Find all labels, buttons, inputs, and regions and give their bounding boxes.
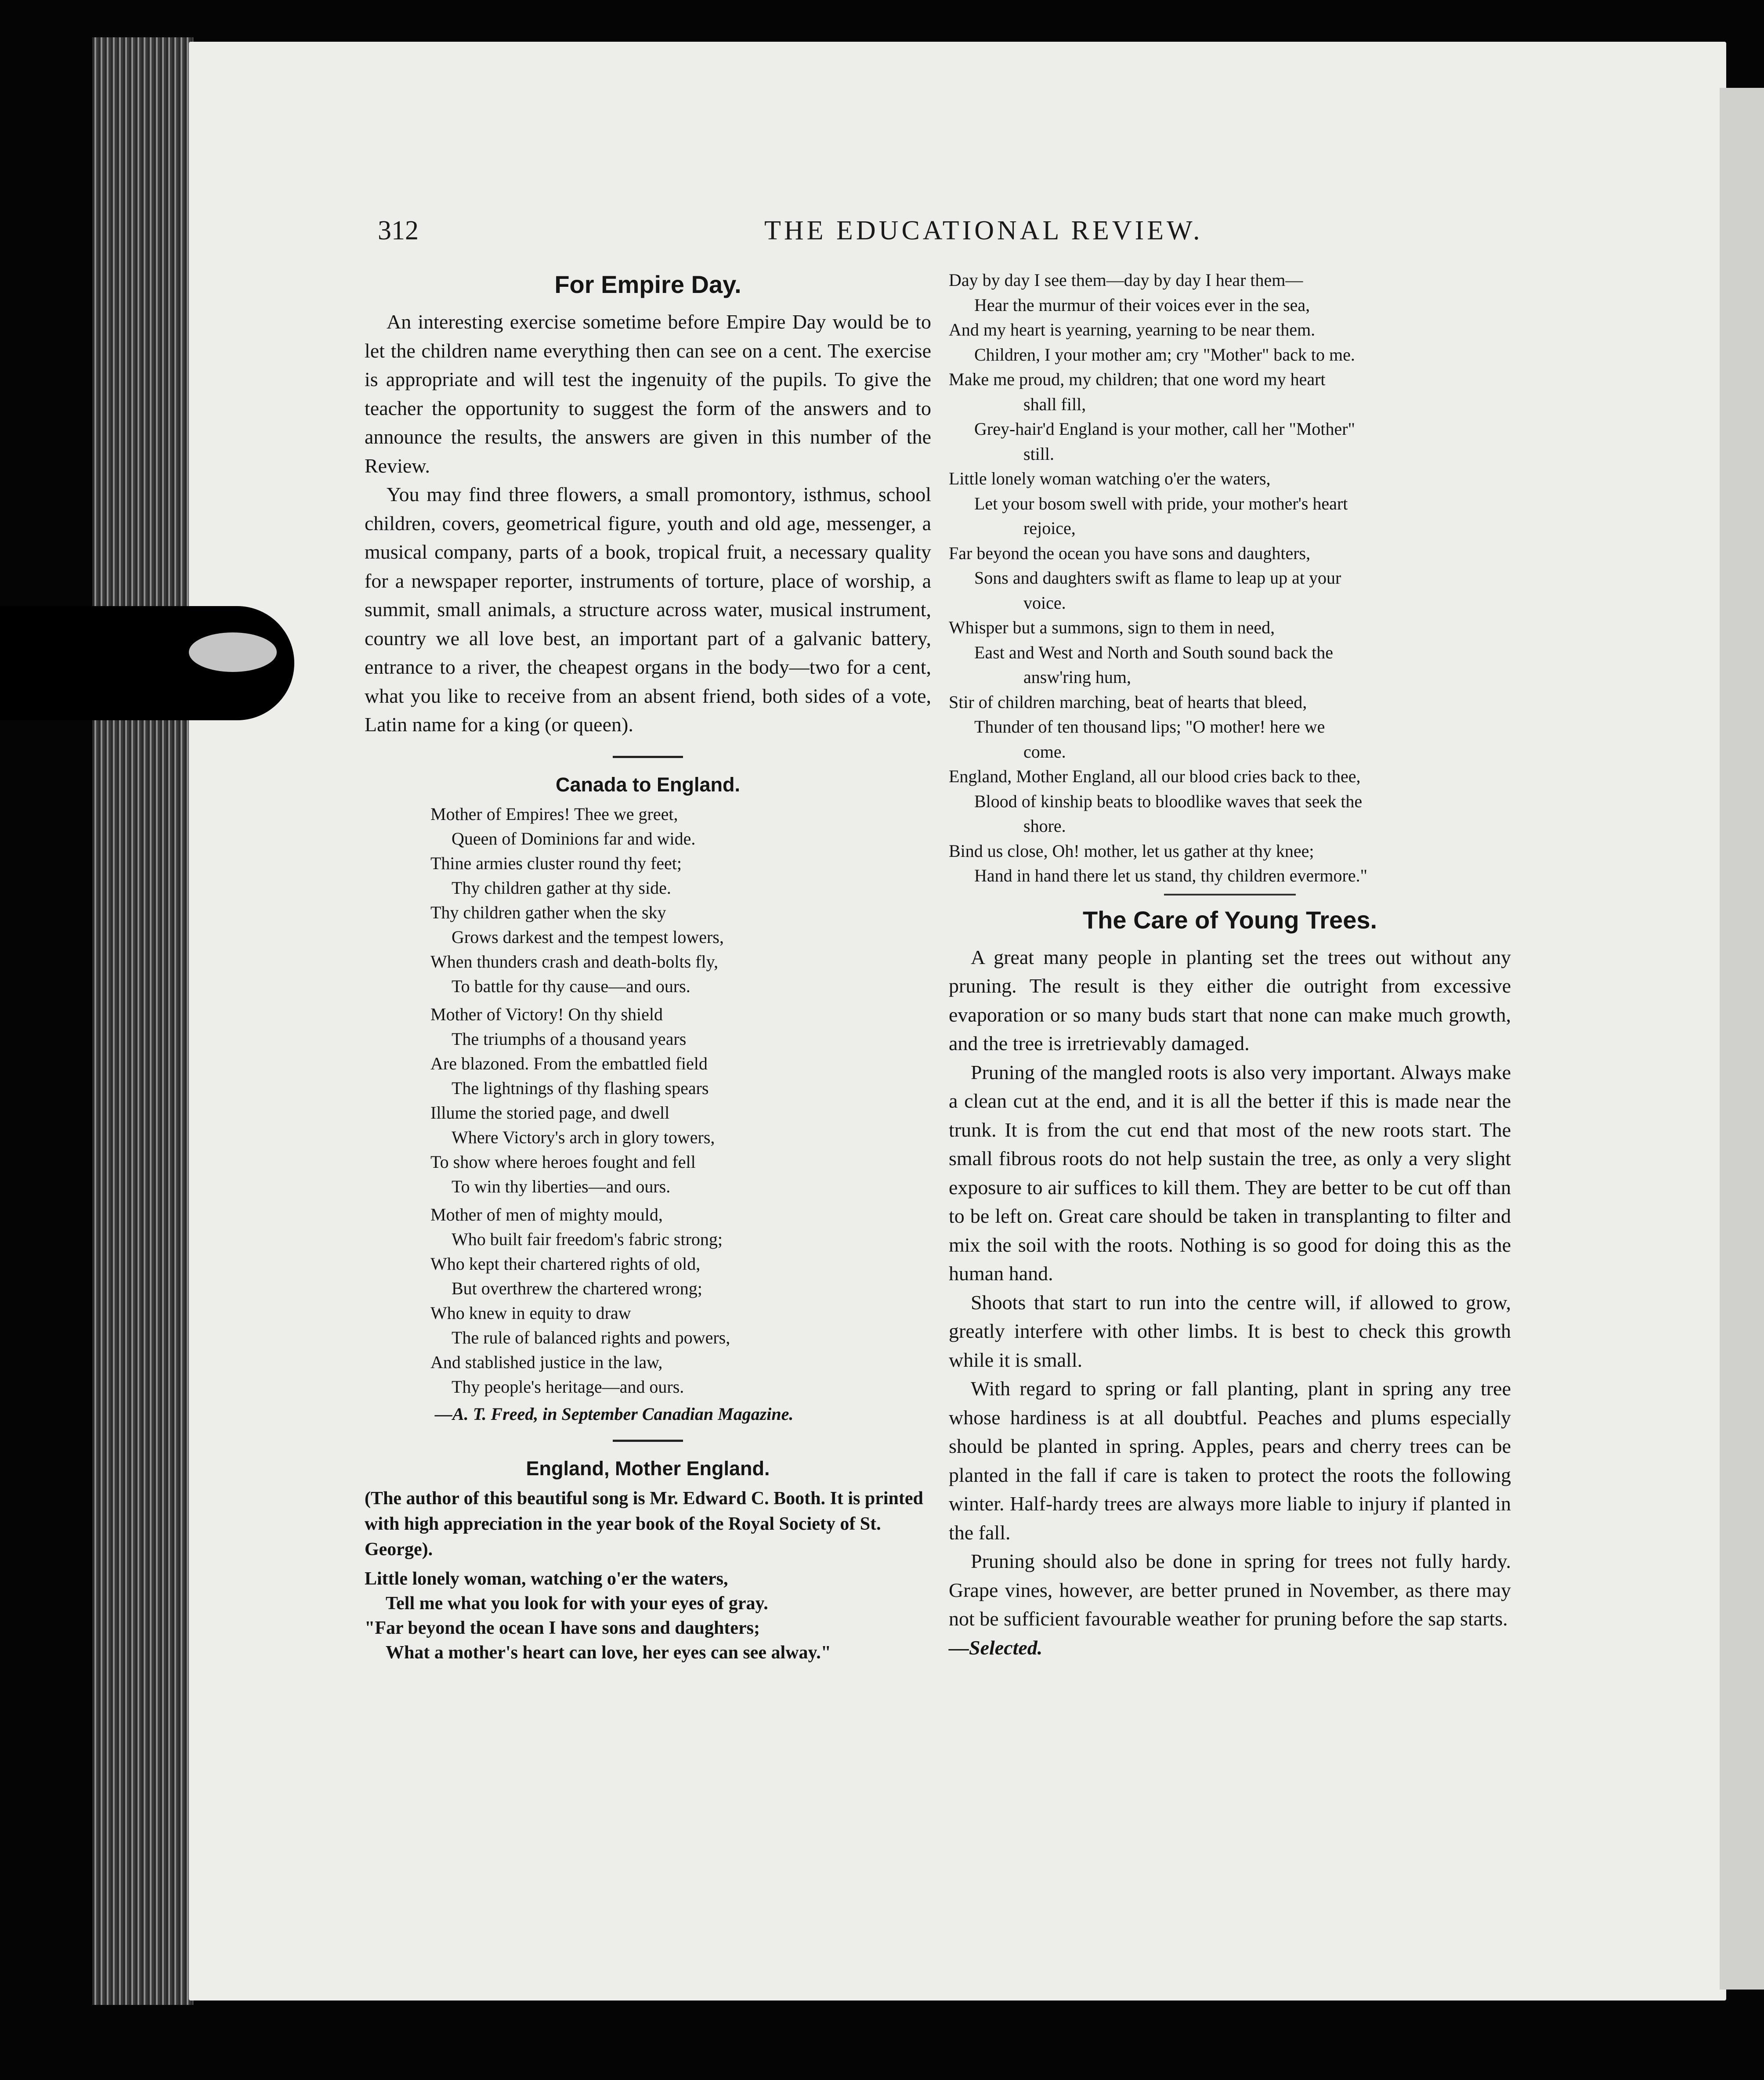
poem-line: Day by day I see them—day by day I hear them— (949, 270, 1303, 290)
poem-line: Thy people's heritage—and ours. (452, 1376, 684, 1397)
trees-title: The Care of Young Trees. (1082, 906, 1377, 934)
poem-line: Hear the murmur of their voices ever in the sea, (974, 295, 1310, 315)
poem-line: answ'ring hum, (1023, 667, 1131, 687)
empire-day-title: For Empire Day. (554, 271, 741, 298)
poem-line: Sons and daughters swift as flame to leap up at your (974, 568, 1341, 588)
section-divider (1164, 894, 1296, 896)
poem-line: "Far beyond the ocean I have sons and daughters; (365, 1618, 760, 1638)
poem-line: To win thy liberties—and ours. (452, 1176, 671, 1196)
poem-line: Queen of Dominions far and wide. (452, 828, 696, 849)
poem-line: Children, I your mother am; cry "Mother" back to me. (974, 344, 1355, 365)
poem-line: Who knew in equity to draw (430, 1303, 631, 1323)
poem-line: rejoice, (1023, 518, 1076, 538)
trees-credit: —Selected. (949, 1636, 1043, 1659)
trees-paragraph: A great many people in planting set the trees out without any pruning. The result is they either die outright from excessive evaporation or so many buds start that none can make much growth, and the tree is irretrievably damaged. (949, 946, 1511, 1054)
poem-line: The lightnings of thy flashing spears (452, 1078, 709, 1098)
england-poem-continued (949, 268, 1511, 888)
poem-line: Thunder of ten thousand lips; "O mother! here we (974, 717, 1325, 737)
poem-line: The triumphs of a thousand years (452, 1029, 687, 1049)
poem-line: Blood of kinship beats to bloodlike waves that seek the (974, 791, 1363, 811)
journal-title: THE EDUCATIONAL REVIEW. (764, 216, 1203, 246)
poem-line: To show where heroes fought and fell (430, 1152, 696, 1172)
poem-line: What a mother's heart can love, her eyes can see alway." (386, 1642, 831, 1663)
poem-line: shore. (1023, 816, 1066, 836)
poem-line: Little lonely woman, watching o'er the waters, (365, 1568, 728, 1589)
poem-line: Are blazoned. From the embattled field (430, 1053, 708, 1073)
section-divider (613, 1440, 683, 1442)
england-poem-start (365, 1567, 931, 1665)
poem-line: Where Victory's arch in glory towers, (452, 1127, 715, 1147)
page-number: 312 (378, 216, 419, 246)
poem-line: Mother of men of mighty mould, (430, 1204, 663, 1224)
poem-line: And stablished justice in the law, (430, 1352, 663, 1372)
facing-page-edge (1720, 88, 1764, 1990)
poem-line: England, Mother England, all our blood cries back to thee, (949, 766, 1361, 786)
england-poem-title: England, Mother England. (526, 1457, 770, 1480)
poem-line: And my heart is yearning, yearning to be near them. (949, 320, 1316, 339)
canada-poem-title: Canada to England. (555, 773, 741, 796)
empire-day-paragraph: An interesting exercise sometime before Empire Day would be to let the children name everything then can see on a cent. The exercise is appropriate and will test the ingenuity of the pupils. To give the teacher the opportunity to suggest the form of the answers and to announce the results, the answers are given in this number of the Review. (365, 311, 931, 477)
poem-line: When thunders crash and death-bolts fly, (430, 951, 718, 971)
trees-paragraph: With regard to spring or fall planting, plant in spring any tree whose hardiness is at all doubtful. Peaches and plums especially should be planted in spring. Apples, pears and cherry trees can be planted in the fall if care is taken to protect the roots the following winter. Half-hardy trees are always more liable to injury if planted in the fall. (949, 1377, 1511, 1544)
poem-line: Thy children gather when the sky (430, 902, 666, 922)
poem-line: The rule of balanced rights and powers, (452, 1327, 730, 1347)
canada-poem (430, 802, 931, 1399)
poem-line: Stir of children marching, beat of hearts that bleed, (949, 692, 1307, 712)
poem-line: Thy children gather at thy side. (452, 878, 671, 898)
poem-line: shall fill, (1023, 394, 1086, 414)
page-edges (92, 37, 193, 2005)
poem-line: Bind us close, Oh! mother, let us gather at thy knee; (949, 841, 1314, 861)
empire-day-paragraph: You may find three flowers, a small promontory, isthmus, school children, covers, geometrical figure, youth and old age, messenger, a musical company, parts of a book, tropical fruit, a necessary quality for a newspaper reporter, instruments of torture, place of worship, a summit, small animals, a structure across water, musical instrument, country we all love best, an important part of a galvanic battery, entrance to a river, the cheapest organs in the body—two for a cent, what you like to receive from an absent friend, both sides of a vote, Latin name for a king (or queen). (365, 483, 931, 736)
poem-line: Grey-hair'd England is your mother, call her "Mother" (974, 419, 1355, 439)
poem-line: Illume the storied page, and dwell (430, 1102, 670, 1123)
poem-line: Who kept their chartered rights of old, (430, 1253, 701, 1274)
poem-line: Whisper but a summons, sign to them in need, (949, 618, 1275, 637)
england-poem-note: (The author of this beautiful song is Mr. Edward C. Booth. It is printed with high appreciation in the year book of the Royal Society of St. George). (365, 1488, 923, 1560)
poem-line: Tell me what you look for with your eyes of gray. (386, 1593, 768, 1614)
poem-line: Thine armies cluster round thy feet; (430, 853, 682, 873)
poem-line: East and West and North and South sound back the (974, 642, 1334, 662)
poem-line: voice. (1023, 592, 1066, 613)
poem-line: still. (1023, 444, 1055, 464)
poem-line: Make me proud, my children; that one word my heart (949, 369, 1326, 389)
poem-attribution: —A. T. Freed, in September Canadian Magazine. (435, 1404, 794, 1424)
poem-line: Little lonely woman watching o'er the waters, (949, 469, 1271, 488)
poem-line: Mother of Empires! Thee we greet, (430, 804, 678, 824)
thumbnail-highlight (189, 632, 277, 672)
poem-line: Grows darkest and the tempest lowers, (452, 927, 724, 947)
poem-line: Let your bosom swell with pride, your mother's heart (974, 493, 1348, 513)
poem-line: come. (1023, 741, 1066, 762)
trees-paragraph: Shoots that start to run into the centre will, if allowed to grow, greatly interfere with other limbs. It is best to check this growth while it is small. (949, 1291, 1511, 1371)
poem-line: But overthrew the chartered wrong; (452, 1278, 702, 1298)
poem-line: Far beyond the ocean you have sons and daughters, (949, 543, 1311, 563)
trees-paragraph: Pruning should also be done in spring for trees not fully hardy. Grape vines, however, are better pruned in November, as there may not be sufficient favourable weather for pruning before the sap starts. (949, 1550, 1511, 1630)
poem-line: Hand in hand there let us stand, thy children evermore." (974, 866, 1367, 885)
right-column (949, 268, 1511, 1662)
trees-paragraph: Pruning of the mangled roots is also very important. Always make a clean cut at the end, and it is all the better if this is made near the trunk. It is from the cut end that most of the new roots start. The small fibrous roots do not help sustain the tree, as only a very slight exposure to air suffices to kill them. They are better to be cut off than to be left on. Great care should be taken in transplanting to filter and mix the soil with the roots. Nothing is so good for doing this as the human hand. (949, 1061, 1511, 1285)
left-column (365, 268, 931, 1665)
poem-line: Who built fair freedom's fabric strong; (452, 1229, 723, 1249)
poem-line: To battle for thy cause—and ours. (452, 976, 690, 996)
running-header (378, 215, 1502, 250)
section-divider (613, 756, 683, 758)
poem-line: Mother of Victory! On thy shield (430, 1004, 663, 1024)
